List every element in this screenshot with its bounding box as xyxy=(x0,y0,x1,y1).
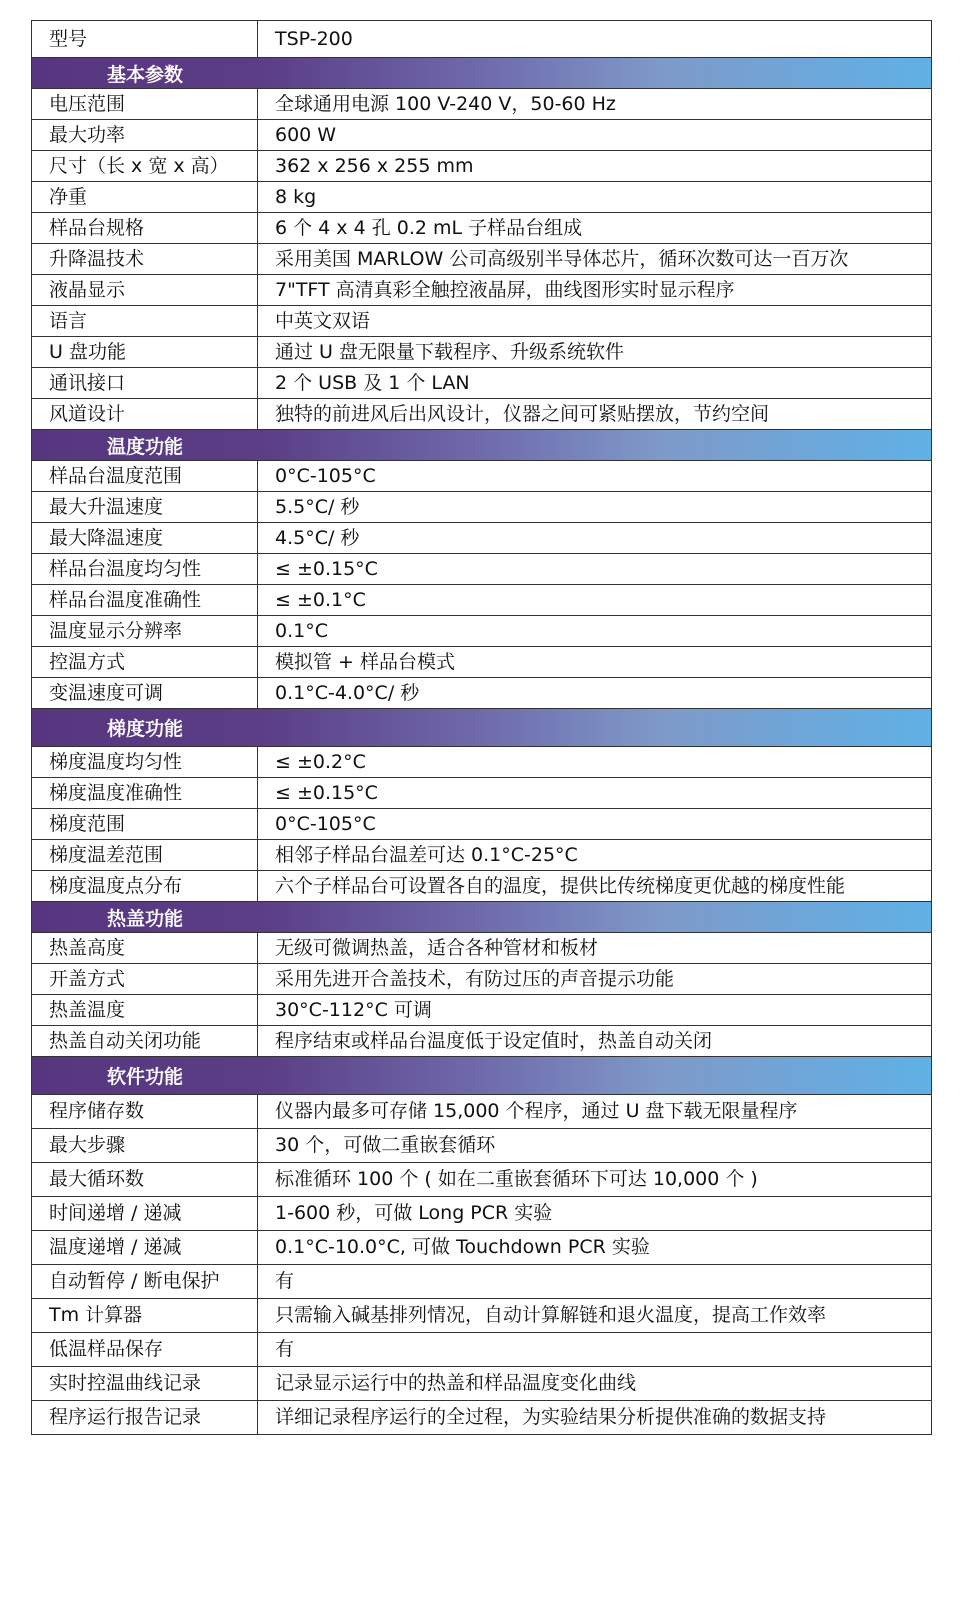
table-row xyxy=(32,306,932,337)
table-row xyxy=(32,747,932,778)
row-value: 1-600 秒，可做 Long PCR 实验 xyxy=(258,1197,932,1230)
row-value: 标准循环 100 个 ( 如在二重嵌套循环下可达 10,000 个 ) xyxy=(258,1163,932,1196)
row-label: 开盖方式 xyxy=(32,964,258,994)
table-row xyxy=(32,120,932,151)
row-value: 只需输入碱基排列情况，自动计算解链和退火温度，提高工作效率 xyxy=(258,1299,932,1332)
row-label: 梯度温度准确性 xyxy=(32,778,258,808)
row-label: 最大功率 xyxy=(32,120,258,150)
row-label: 梯度温差范围 xyxy=(32,840,258,870)
row-label: 热盖高度 xyxy=(32,933,258,963)
row-label: 热盖自动关闭功能 xyxy=(32,1026,258,1056)
row-value: TSP-200 xyxy=(258,21,932,57)
row-value: 362 x 256 x 255 mm xyxy=(258,151,932,181)
row-value: 5.5°C/ 秒 xyxy=(258,492,932,522)
row-label: U 盘功能 xyxy=(32,337,258,367)
table-row xyxy=(32,461,932,492)
row-value: 0°C-105°C xyxy=(258,809,932,839)
row-value: 采用美国 MARLOW 公司高级别半导体芯片，循环次数可达一百万次 xyxy=(258,244,932,274)
section-title: 基本参数 xyxy=(106,63,183,86)
row-value: ≤ ±0.2°C xyxy=(258,747,932,777)
table-row xyxy=(32,213,932,244)
row-value: 30°C-112°C 可调 xyxy=(258,995,932,1025)
row-value: 7"TFT 高清真彩全触控液晶屏，曲线图形实时显示程序 xyxy=(258,275,932,305)
row-label: 变温速度可调 xyxy=(32,678,258,708)
row-label: 程序储存数 xyxy=(32,1095,258,1128)
table-row xyxy=(32,151,932,182)
row-value: 模拟管 + 样品台模式 xyxy=(258,647,932,677)
table-row xyxy=(32,1095,932,1129)
table-row xyxy=(32,21,932,58)
table-row xyxy=(32,275,932,306)
table-row xyxy=(32,1231,932,1265)
row-value: ≤ ±0.15°C xyxy=(258,554,932,584)
row-value: 0.1°C xyxy=(258,616,932,646)
row-label: 通讯接口 xyxy=(32,368,258,398)
row-label: 温度递增 / 递减 xyxy=(32,1231,258,1264)
row-value: ≤ ±0.1°C xyxy=(258,585,932,615)
row-value: 600 W xyxy=(258,120,932,150)
section-header xyxy=(32,1057,932,1095)
row-value: 4.5°C/ 秒 xyxy=(258,523,932,553)
table-row xyxy=(32,554,932,585)
row-value: 独特的前进风后出风设计，仪器之间可紧贴摆放，节约空间 xyxy=(258,399,932,429)
row-value: ≤ ±0.15°C xyxy=(258,778,932,808)
row-value: 程序结束或样品台温度低于设定值时，热盖自动关闭 xyxy=(258,1026,932,1056)
table-row xyxy=(32,182,932,213)
table-row xyxy=(32,809,932,840)
row-label: 温度显示分辨率 xyxy=(32,616,258,646)
table-row xyxy=(32,1401,932,1435)
row-label: 样品台温度准确性 xyxy=(32,585,258,615)
row-value: 有 xyxy=(258,1265,932,1298)
row-label: 风道设计 xyxy=(32,399,258,429)
table-row xyxy=(32,585,932,616)
section-header xyxy=(32,902,932,933)
row-value: 2 个 USB 及 1 个 LAN xyxy=(258,368,932,398)
row-label: 电压范围 xyxy=(32,89,258,119)
table-row xyxy=(32,337,932,368)
row-label: 最大升温速度 xyxy=(32,492,258,522)
table-row xyxy=(32,933,932,964)
row-value: 全球通用电源 100 V-240 V，50-60 Hz xyxy=(258,89,932,119)
table-row xyxy=(32,647,932,678)
row-label: 自动暂停 / 断电保护 xyxy=(32,1265,258,1298)
table-row xyxy=(32,1026,932,1057)
spec-table xyxy=(31,20,932,1435)
row-label: 尺寸（长 x 宽 x 高） xyxy=(32,151,258,181)
row-value: 8 kg xyxy=(258,182,932,212)
section-header xyxy=(32,58,932,89)
row-value: 详细记录程序运行的全过程，为实验结果分析提供准确的数据支持 xyxy=(258,1401,932,1434)
row-label: 时间递增 / 递减 xyxy=(32,1197,258,1230)
table-row xyxy=(32,1197,932,1231)
table-row xyxy=(32,1333,932,1367)
section-header xyxy=(32,709,932,747)
row-value: 0.1°C-10.0°C, 可做 Touchdown PCR 实验 xyxy=(258,1231,932,1264)
table-row xyxy=(32,368,932,399)
row-value: 中英文双语 xyxy=(258,306,932,336)
row-label: 梯度范围 xyxy=(32,809,258,839)
spec-sections xyxy=(32,58,932,1435)
row-label: 控温方式 xyxy=(32,647,258,677)
table-row xyxy=(32,1367,932,1401)
row-value: 仪器内最多可存储 15,000 个程序，通过 U 盘下载无限量程序 xyxy=(258,1095,932,1128)
row-value: 采用先进开合盖技术，有防过压的声音提示功能 xyxy=(258,964,932,994)
row-value: 0°C-105°C xyxy=(258,461,932,491)
row-value: 30 个，可做二重嵌套循环 xyxy=(258,1129,932,1162)
row-label: 样品台规格 xyxy=(32,213,258,243)
table-row xyxy=(32,995,932,1026)
row-value: 无级可微调热盖，适合各种管材和板材 xyxy=(258,933,932,963)
section-title: 软件功能 xyxy=(106,1066,183,1088)
row-label: 梯度温度点分布 xyxy=(32,871,258,901)
table-row xyxy=(32,492,932,523)
row-label: 样品台温度范围 xyxy=(32,461,258,491)
table-row xyxy=(32,244,932,275)
table-row xyxy=(32,1265,932,1299)
row-label: 语言 xyxy=(32,306,258,336)
table-row xyxy=(32,1299,932,1333)
row-label: 最大降温速度 xyxy=(32,523,258,553)
row-label: Tm 计算器 xyxy=(32,1299,258,1332)
section-header xyxy=(32,430,932,461)
row-value: 有 xyxy=(258,1333,932,1366)
table-row xyxy=(32,840,932,871)
table-row xyxy=(32,89,932,120)
row-label: 液晶显示 xyxy=(32,275,258,305)
row-label: 低温样品保存 xyxy=(32,1333,258,1366)
row-label: 样品台温度均匀性 xyxy=(32,554,258,584)
row-value: 相邻子样品台温差可达 0.1°C-25°C xyxy=(258,840,932,870)
table-row xyxy=(32,1163,932,1197)
table-row xyxy=(32,678,932,709)
table-row xyxy=(32,1129,932,1163)
row-value: 0.1°C-4.0°C/ 秒 xyxy=(258,678,932,708)
row-label: 梯度温度均匀性 xyxy=(32,747,258,777)
row-value: 通过 U 盘无限量下载程序、升级系统软件 xyxy=(258,337,932,367)
table-row xyxy=(32,778,932,809)
section-title: 温度功能 xyxy=(106,435,183,458)
row-label: 最大步骤 xyxy=(32,1129,258,1162)
row-label: 热盖温度 xyxy=(32,995,258,1025)
table-row xyxy=(32,399,932,430)
row-label: 升降温技术 xyxy=(32,244,258,274)
row-label: 最大循环数 xyxy=(32,1163,258,1196)
row-label: 程序运行报告记录 xyxy=(32,1401,258,1434)
section-title: 热盖功能 xyxy=(106,907,183,930)
row-label: 实时控温曲线记录 xyxy=(32,1367,258,1400)
row-value: 六个子样品台可设置各自的温度，提供比传统梯度更优越的梯度性能 xyxy=(258,871,932,901)
table-row xyxy=(32,871,932,902)
row-value: 6 个 4 x 4 孔 0.2 mL 子样品台组成 xyxy=(258,213,932,243)
table-row xyxy=(32,523,932,554)
section-title: 梯度功能 xyxy=(106,718,183,740)
row-label: 净重 xyxy=(32,182,258,212)
table-row xyxy=(32,616,932,647)
table-row xyxy=(32,964,932,995)
row-value: 记录显示运行中的热盖和样品温度变化曲线 xyxy=(258,1367,932,1400)
row-label: 型号 xyxy=(32,21,258,57)
